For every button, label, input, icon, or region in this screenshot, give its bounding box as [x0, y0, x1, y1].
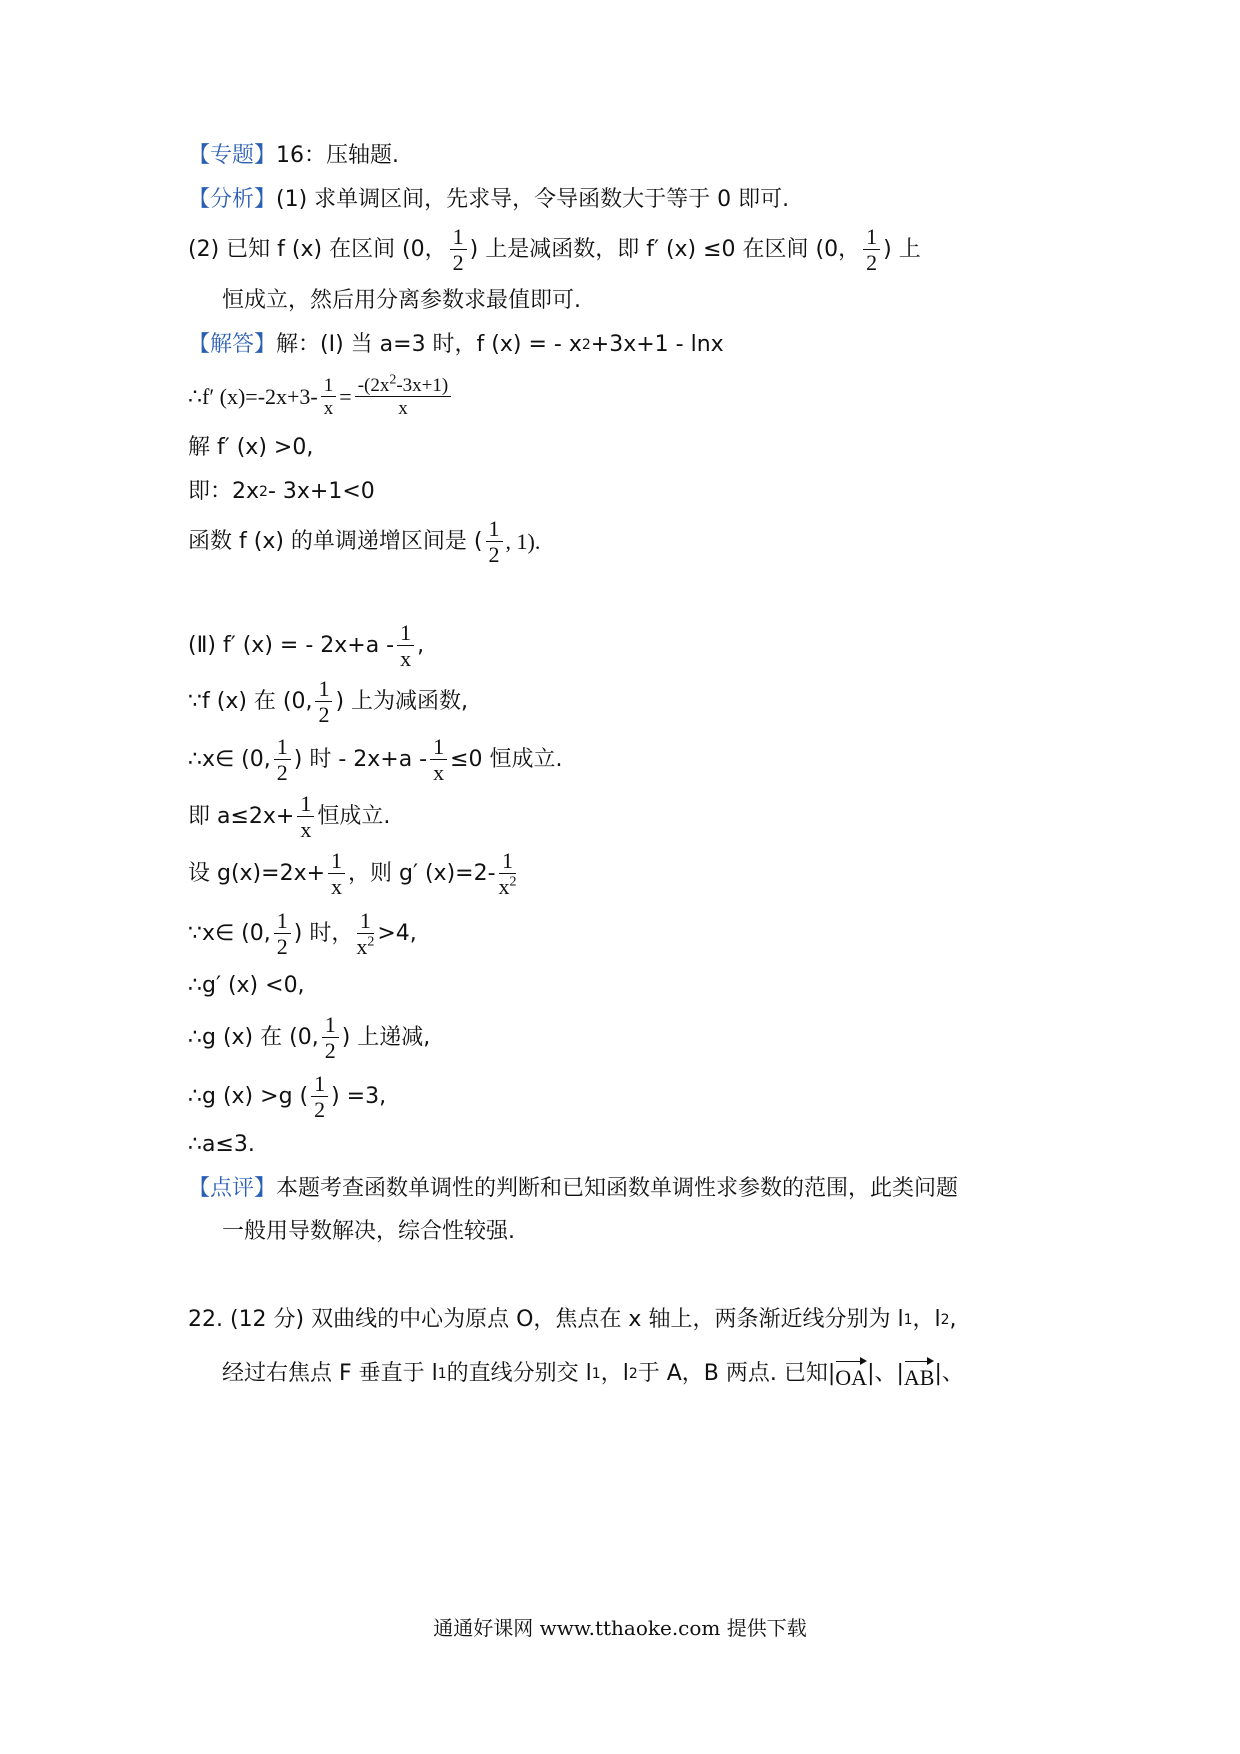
part2-line-1	[188, 622, 424, 670]
part2-line-4	[188, 793, 390, 841]
zhuanti-tag: 【专题】	[188, 143, 277, 168]
fraction-one-over-x-squared: $\frac{1}{x^2}$	[356, 908, 375, 959]
vector-ab: AB	[904, 1358, 935, 1390]
equals-sign: =	[339, 383, 352, 409]
jieda-tag: 【解答】	[188, 332, 277, 357]
dianping-line-1	[188, 1177, 958, 1201]
fraction-derivative: $\frac{-(2x^2-3x+1)}{x}$	[355, 376, 452, 418]
fraction-one-over-x: $\frac{1}{x}$	[328, 850, 345, 898]
part2-line-6	[188, 910, 417, 958]
jieda-text-5b: , 1).	[505, 528, 541, 554]
page-footer: 通通好课网 www.tthaoke.com 提供下载	[433, 1616, 807, 1640]
part2-text-2a: ∵f (x) 在 (0,	[188, 688, 313, 714]
q22-text-2f: |、	[934, 1361, 964, 1386]
jieda-line-1: 【解答】 解：(Ⅰ) 当 a=3 时，f (x) = - x 2 +3x+1 - lnx	[188, 332, 724, 357]
jieda-text-5a: 函数 f (x) 的单调递增区间是 (	[188, 528, 483, 554]
fraction-one-over-x-squared: $\frac{1}{x^2}$	[498, 848, 517, 899]
part2-text-6a: ∵x∈ (0,	[188, 920, 271, 946]
fraction-one-over-x: $\frac{1}{x}$	[321, 376, 337, 418]
jieda-line-2	[188, 372, 454, 419]
q22-text-1a: 22. (12 分) 双曲线的中心为原点 O，焦点在 x 轴上，两条渐近线分别为 l	[188, 1307, 904, 1332]
jieda-text-1: 解：(Ⅰ) 当 a=3 时，f (x) = - x	[276, 332, 582, 357]
part2-text-9a: ∴g (x) >g (	[188, 1083, 309, 1109]
part2-text-1b: ,	[417, 632, 425, 658]
question-22-line-2: 经过右焦点 F 垂直于 l 1 的直线分别交 l 1 ，l 2 于 A，B 两点. 已知| OA |、| AB |、	[222, 1358, 964, 1390]
part2-text-10: ∴a≤3.	[188, 1132, 255, 1157]
q22-text-1b: ，l	[912, 1307, 941, 1332]
fraction-one-half: $\frac{1}{2}$	[863, 226, 880, 274]
dianping-text-2: 一般用导数解决，综合性较强.	[222, 1219, 515, 1244]
jieda-text-4b: - 3x+1<0	[267, 479, 375, 504]
fenxi-line-3	[222, 289, 581, 313]
zhuanti-line	[188, 144, 399, 168]
fraction-one-over-x: $\frac{1}{x}$	[430, 736, 447, 784]
fenxi-text-1: (1) 求单调区间，先求导，令导函数大于等于 0 即可.	[276, 187, 790, 212]
part2-line-7	[188, 974, 305, 998]
part2-text-7: ∴g′ (x) <0,	[188, 973, 305, 998]
part2-line-3	[188, 736, 563, 784]
question-22-line-1: 22. (12 分) 双曲线的中心为原点 O，焦点在 x 轴上，两条渐近线分别为 l 1 ，l 2 ,	[188, 1307, 957, 1332]
part2-text-4b: 恒成立.	[317, 803, 391, 829]
part2-text-8b: ) 上递减,	[341, 1024, 431, 1050]
part2-text-5a: 设 g(x)=2x+	[188, 860, 326, 886]
fenxi-text-2b: ) 上是减函数，即 f′ (x) ≤0 在区间 (0，	[469, 236, 861, 262]
fraction-one-half: $\frac{1}{2}$	[311, 1073, 328, 1121]
jieda-text-3: 解 f′ (x) >0,	[188, 435, 314, 460]
fenxi-text-2a: (2) 已知 f (x) 在区间 (0，	[188, 236, 447, 262]
jieda-line-4: 即：2x 2 - 3x+1<0	[188, 479, 375, 504]
jieda-text-1-rest: +3x+1 - lnx	[590, 332, 724, 357]
fenxi-tag: 【分析】	[188, 187, 277, 212]
part2-line-8	[188, 1014, 430, 1062]
q22-text-2b: 的直线分别交 l	[446, 1361, 592, 1386]
q22-text-2a: 经过右焦点 F 垂直于 l	[222, 1361, 438, 1386]
part2-text-9b: ) =3,	[331, 1083, 387, 1109]
fraction-one-half: $\frac{1}{2}$	[274, 910, 291, 958]
part2-text-3a: ∴x∈ (0,	[188, 746, 271, 772]
fraction-one-half: $\frac{1}{2}$	[450, 226, 467, 274]
part2-text-6c: >4,	[377, 920, 417, 946]
derivative-expr: ∴f′ (x)=-2x+3-	[188, 383, 318, 409]
part2-text-8a: ∴g (x) 在 (0,	[188, 1024, 319, 1050]
jieda-line-3	[188, 436, 313, 460]
part2-text-5b: ，则 g′ (x)=2-	[348, 860, 496, 886]
vector-oa: OA	[835, 1358, 867, 1390]
zhuanti-text: 16：压轴题.	[276, 143, 400, 168]
q22-text-1c: ,	[949, 1307, 957, 1332]
fraction-one-over-x: $\frac{1}{x}$	[397, 622, 414, 670]
part2-text-3c: ≤0 恒成立.	[450, 746, 563, 772]
fenxi-text-3: 恒成立，然后用分离参数求最值即可.	[222, 288, 581, 313]
fraction-one-half: $\frac{1}{2}$	[274, 736, 291, 784]
part2-text-3b: ) 时 - 2x+a -	[293, 746, 428, 772]
part2-line-5	[188, 850, 520, 898]
fenxi-line-1	[188, 188, 789, 212]
jieda-text-4a: 即：2x	[188, 479, 260, 504]
part2-text-2b: ) 上为减函数,	[335, 688, 469, 714]
fraction-one-half: $\frac{1}{2}$	[486, 518, 503, 566]
q22-text-2d: 于 A，B 两点. 已知|	[637, 1361, 836, 1386]
jieda-line-5	[188, 518, 540, 566]
part2-text-1a: (Ⅱ) f′ (x) = - 2x+a -	[188, 632, 395, 658]
part2-line-2	[188, 678, 468, 726]
dianping-text-1: 本题考查函数单调性的判断和已知函数单调性求参数的范围，此类问题	[276, 1176, 959, 1201]
q22-text-2e: |、|	[867, 1361, 904, 1386]
part2-line-9	[188, 1073, 386, 1121]
fraction-one-half: $\frac{1}{2}$	[322, 1014, 339, 1062]
fraction-one-over-x: $\frac{1}{x}$	[297, 793, 314, 841]
part2-text-4a: 即 a≤2x+	[188, 803, 295, 829]
dianping-tag: 【点评】	[188, 1176, 277, 1201]
part2-line-10	[188, 1133, 255, 1157]
fenxi-line-2	[188, 226, 921, 274]
q22-text-2c: ，l	[600, 1361, 629, 1386]
dianping-line-2	[222, 1220, 515, 1244]
fraction-one-half: $\frac{1}{2}$	[315, 678, 332, 726]
fenxi-text-2c: ) 上	[883, 236, 921, 262]
part2-text-6b: ) 时，	[293, 920, 354, 946]
